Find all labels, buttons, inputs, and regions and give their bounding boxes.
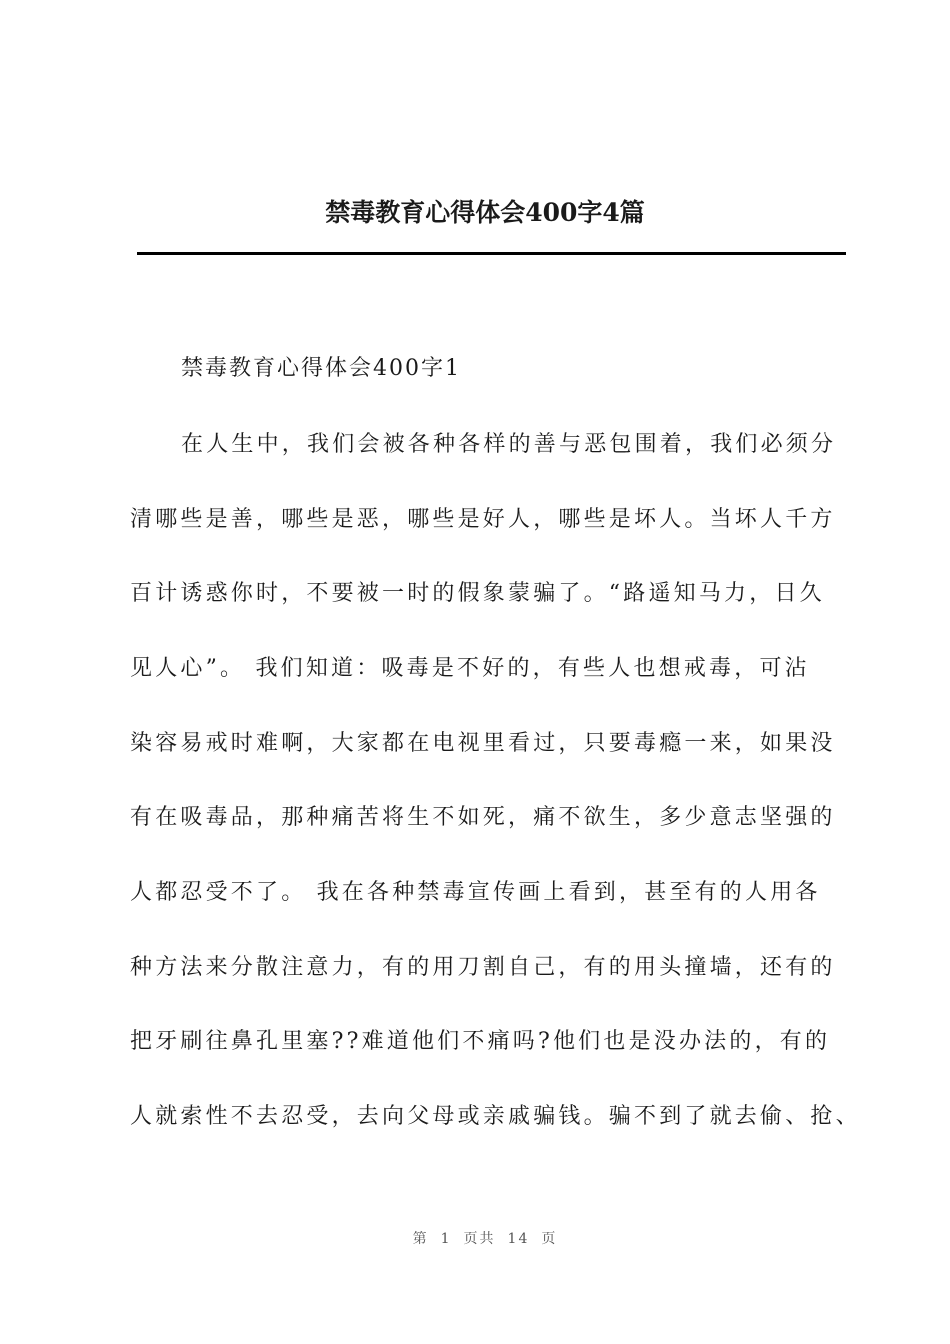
footer-total-pages: 14: [507, 1231, 530, 1247]
footer-label-page: 第: [412, 1231, 429, 1247]
body-line: 见人心”。 我们知道：吸毒是不好的，有些人也想戒毒，可沾: [130, 656, 810, 681]
section-heading: 禁毒教育心得体会400字1: [181, 356, 461, 381]
footer-label-pages: 页: [541, 1231, 558, 1247]
body-line: 染容易戒时难啊，大家都在电视里看过，只要毒瘾一来，如果没: [130, 731, 836, 756]
body-line: 人就索性不去忍受，去向父母或亲戚骗钱。骗不到了就去偷、抢、: [130, 1104, 861, 1129]
page-footer: [0, 1229, 950, 1249]
body-line: 清哪些是善，哪些是恶，哪些是好人，哪些是坏人。当坏人千方: [130, 507, 836, 532]
body-line: 百计诱惑你时，不要被一时的假象蒙骗了。“路遥知马力，日久: [130, 581, 825, 606]
body-line: 种方法来分散注意力，有的用刀割自己，有的用头撞墙，还有的: [130, 955, 836, 980]
body-line: 人都忍受不了。 我在各种禁毒宣传画上看到，甚至有的人用各: [130, 880, 821, 905]
body-line: 把牙刷往鼻孔里塞??难道他们不痛吗?他们也是没办法的，有的: [130, 1029, 831, 1054]
footer-current-page: 1: [440, 1231, 452, 1247]
footer-label-of: 页共: [463, 1231, 496, 1247]
title-divider: [137, 252, 846, 255]
body-line: 在人生中，我们会被各种各样的善与恶包围着，我们必须分: [181, 432, 837, 457]
body-line: 有在吸毒品，那种痛苦将生不如死，痛不欲生，多少意志坚强的: [130, 805, 836, 830]
document-title: 禁毒教育心得体会400字4篇: [325, 198, 645, 227]
